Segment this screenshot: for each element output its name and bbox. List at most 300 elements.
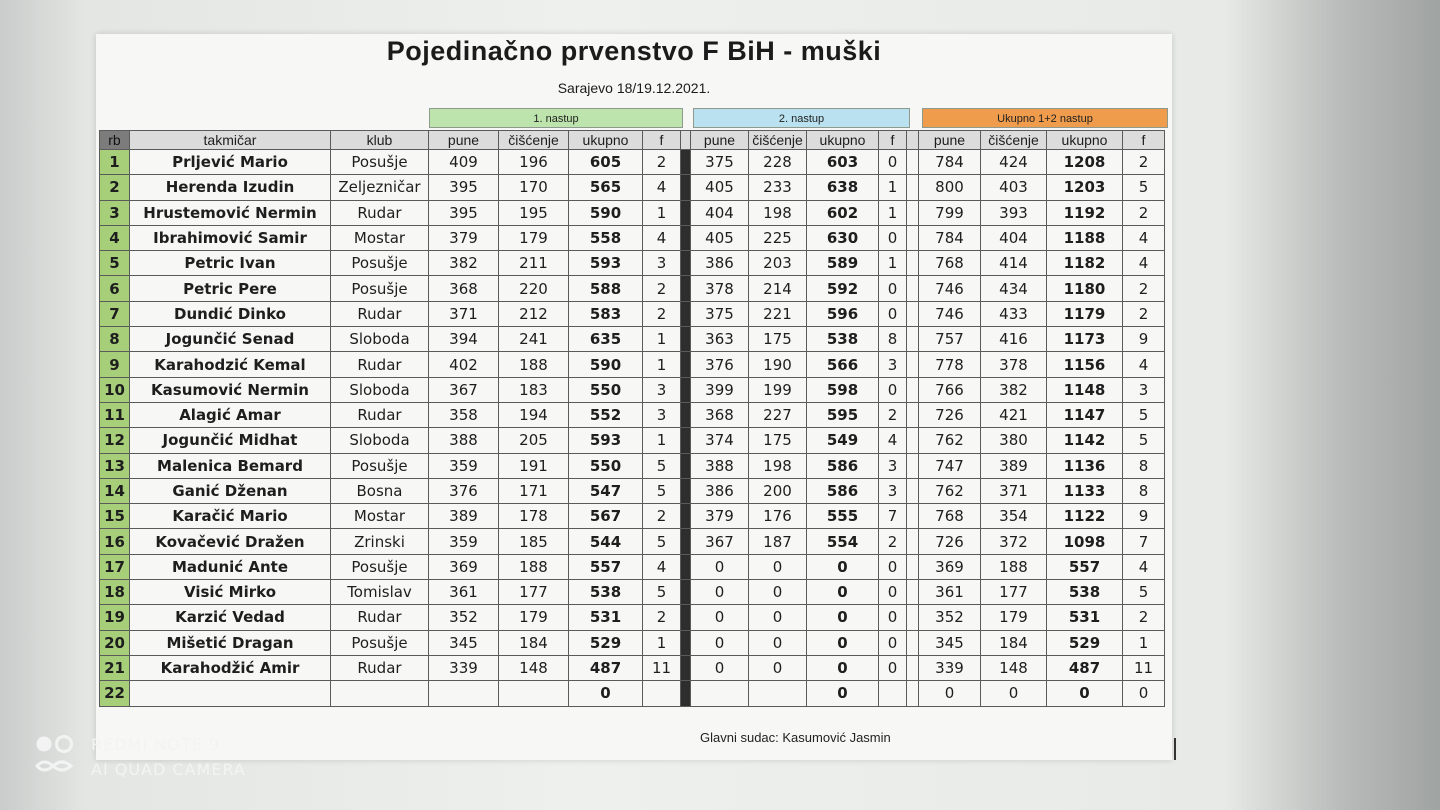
f-2-cell: 2 xyxy=(879,402,907,427)
ukupno-1-cell: 547 xyxy=(569,478,643,503)
ukupno-1-cell: 565 xyxy=(569,175,643,200)
spacer xyxy=(907,428,919,453)
ukupno-2-cell: 0 xyxy=(807,630,879,655)
f-2-cell: 2 xyxy=(879,529,907,554)
spacer xyxy=(681,453,691,478)
ciscenje-2-cell: 198 xyxy=(749,453,807,478)
ciscenje-1-cell: 205 xyxy=(499,428,569,453)
rank-cell: 4 xyxy=(100,225,130,250)
club-cell: Posušje xyxy=(331,630,429,655)
f-2-cell: 0 xyxy=(879,655,907,680)
spacer xyxy=(681,655,691,680)
ciscenje-1-cell: 148 xyxy=(499,655,569,680)
spacer xyxy=(907,402,919,427)
ukupno-1-cell: 605 xyxy=(569,150,643,175)
f-2-cell: 3 xyxy=(879,352,907,377)
ciscenje-1-cell: 196 xyxy=(499,150,569,175)
ukupno-total-cell: 1173 xyxy=(1047,327,1123,352)
spacer xyxy=(907,580,919,605)
f-total-cell: 7 xyxy=(1123,529,1165,554)
ukupno-1-cell: 531 xyxy=(569,605,643,630)
table-row xyxy=(100,630,1165,655)
pune-total-cell: 746 xyxy=(919,276,981,301)
pune-1-cell xyxy=(429,681,499,706)
club-cell: Sloboda xyxy=(331,428,429,453)
f-1-cell: 11 xyxy=(643,655,681,680)
f-2-cell xyxy=(879,681,907,706)
ciscenje-total-cell: 380 xyxy=(981,428,1047,453)
f-2-cell: 0 xyxy=(879,276,907,301)
spacer xyxy=(907,352,919,377)
spacer xyxy=(681,301,691,326)
spacer xyxy=(907,478,919,503)
pune-2-cell: 405 xyxy=(691,225,749,250)
ciscenje-total-cell: 404 xyxy=(981,225,1047,250)
ciscenje-2-cell: 190 xyxy=(749,352,807,377)
rank-cell: 11 xyxy=(100,402,130,427)
ciscenje-2-cell: 187 xyxy=(749,529,807,554)
f-1-cell: 1 xyxy=(643,352,681,377)
name-cell: Dundić Dinko xyxy=(130,301,331,326)
pune-2-cell: 0 xyxy=(691,655,749,680)
club-cell: Sloboda xyxy=(331,377,429,402)
f-total-cell: 4 xyxy=(1123,251,1165,276)
spacer xyxy=(681,580,691,605)
pune-total-cell: 762 xyxy=(919,428,981,453)
ukupno-2-cell: 592 xyxy=(807,276,879,301)
f-1-cell: 2 xyxy=(643,605,681,630)
ukupno-total-cell: 1182 xyxy=(1047,251,1123,276)
club-cell: Mostar xyxy=(331,504,429,529)
ukupno-2-cell: 0 xyxy=(807,681,879,706)
table-row xyxy=(100,225,1165,250)
col-header-pune-total: pune xyxy=(919,131,981,150)
ukupno-1-cell: 588 xyxy=(569,276,643,301)
club-cell: Zeljezničar xyxy=(331,175,429,200)
spacer xyxy=(681,131,691,150)
name-cell: Malenica Bemard xyxy=(130,453,331,478)
f-total-cell: 5 xyxy=(1123,402,1165,427)
col-header-f-total: f xyxy=(1123,131,1165,150)
rank-cell: 1 xyxy=(100,150,130,175)
ciscenje-total-cell: 184 xyxy=(981,630,1047,655)
f-2-cell: 0 xyxy=(879,377,907,402)
pune-2-cell: 399 xyxy=(691,377,749,402)
pune-2-cell xyxy=(691,681,749,706)
ciscenje-2-cell: 0 xyxy=(749,580,807,605)
pune-2-cell: 388 xyxy=(691,453,749,478)
ciscenje-2-cell: 0 xyxy=(749,605,807,630)
ciscenje-1-cell: 185 xyxy=(499,529,569,554)
group-header-ukupno: Ukupno 1+2 nastup xyxy=(922,108,1168,128)
table-row xyxy=(100,529,1165,554)
club-cell: Rudar xyxy=(331,655,429,680)
spacer xyxy=(681,554,691,579)
group-header-nastup1: 1. nastup xyxy=(429,108,683,128)
ukupno-2-cell: 586 xyxy=(807,453,879,478)
f-1-cell: 2 xyxy=(643,150,681,175)
pune-total-cell: 361 xyxy=(919,580,981,605)
f-total-cell: 1 xyxy=(1123,630,1165,655)
club-cell: Rudar xyxy=(331,352,429,377)
ciscenje-total-cell: 393 xyxy=(981,200,1047,225)
pune-2-cell: 363 xyxy=(691,327,749,352)
ciscenje-1-cell: 220 xyxy=(499,276,569,301)
rank-cell: 22 xyxy=(100,681,130,706)
pune-total-cell: 768 xyxy=(919,251,981,276)
col-header-f-2: f xyxy=(879,131,907,150)
name-cell: Visić Mirko xyxy=(130,580,331,605)
pune-total-cell: 369 xyxy=(919,554,981,579)
table-row xyxy=(100,478,1165,503)
club-cell: Posušje xyxy=(331,453,429,478)
pune-total-cell: 799 xyxy=(919,200,981,225)
ciscenje-1-cell: 183 xyxy=(499,377,569,402)
f-1-cell: 1 xyxy=(643,630,681,655)
rank-cell: 16 xyxy=(100,529,130,554)
pune-1-cell: 358 xyxy=(429,402,499,427)
ukupno-2-cell: 549 xyxy=(807,428,879,453)
pune-total-cell: 757 xyxy=(919,327,981,352)
pune-1-cell: 352 xyxy=(429,605,499,630)
ciscenje-2-cell: 203 xyxy=(749,251,807,276)
rank-cell: 12 xyxy=(100,428,130,453)
ciscenje-total-cell: 421 xyxy=(981,402,1047,427)
sheet-title: Pojedinačno prvenstvo F BiH - muški xyxy=(386,36,882,66)
spacer xyxy=(907,529,919,554)
ukupno-1-cell: 635 xyxy=(569,327,643,352)
spacer xyxy=(907,251,919,276)
rank-cell: 17 xyxy=(100,554,130,579)
spacer xyxy=(907,554,919,579)
pune-1-cell: 379 xyxy=(429,225,499,250)
f-total-cell: 4 xyxy=(1123,352,1165,377)
ukupno-1-cell: 0 xyxy=(569,681,643,706)
club-cell: Rudar xyxy=(331,605,429,630)
ukupno-total-cell: 487 xyxy=(1047,655,1123,680)
rank-cell: 15 xyxy=(100,504,130,529)
ukupno-2-cell: 554 xyxy=(807,529,879,554)
ciscenje-2-cell: 228 xyxy=(749,150,807,175)
ciscenje-2-cell: 200 xyxy=(749,478,807,503)
spacer xyxy=(907,681,919,706)
spacer xyxy=(907,327,919,352)
ukupno-total-cell: 1192 xyxy=(1047,200,1123,225)
f-total-cell: 5 xyxy=(1123,580,1165,605)
ciscenje-total-cell: 371 xyxy=(981,478,1047,503)
ciscenje-total-cell: 378 xyxy=(981,352,1047,377)
spacer xyxy=(681,529,691,554)
ukupno-total-cell: 531 xyxy=(1047,605,1123,630)
col-header-ukupno-total: ukupno xyxy=(1047,131,1123,150)
pune-total-cell: 800 xyxy=(919,175,981,200)
f-2-cell: 0 xyxy=(879,150,907,175)
club-cell: Posušje xyxy=(331,150,429,175)
ciscenje-2-cell: 175 xyxy=(749,428,807,453)
name-cell: Jogunčić Midhat xyxy=(130,428,331,453)
ciscenje-2-cell: 233 xyxy=(749,175,807,200)
f-total-cell: 2 xyxy=(1123,301,1165,326)
col-header-ukupno-1: ukupno xyxy=(569,131,643,150)
f-total-cell: 11 xyxy=(1123,655,1165,680)
ciscenje-total-cell: 188 xyxy=(981,554,1047,579)
name-cell: Petric Pere xyxy=(130,276,331,301)
club-cell xyxy=(331,681,429,706)
table-row xyxy=(100,377,1165,402)
ciscenje-1-cell: 194 xyxy=(499,402,569,427)
ciscenje-1-cell: 211 xyxy=(499,251,569,276)
ukupno-total-cell: 1147 xyxy=(1047,402,1123,427)
f-1-cell: 5 xyxy=(643,453,681,478)
ukupno-2-cell: 0 xyxy=(807,580,879,605)
ciscenje-total-cell: 433 xyxy=(981,301,1047,326)
group-header-nastup2: 2. nastup xyxy=(693,108,910,128)
f-1-cell: 4 xyxy=(643,225,681,250)
spacer xyxy=(681,327,691,352)
spacer xyxy=(681,175,691,200)
col-header-ukupno-2: ukupno xyxy=(807,131,879,150)
ciscenje-total-cell: 416 xyxy=(981,327,1047,352)
ukupno-1-cell: 558 xyxy=(569,225,643,250)
rank-cell: 3 xyxy=(100,200,130,225)
spacer xyxy=(681,251,691,276)
f-2-cell: 1 xyxy=(879,200,907,225)
column-header-row xyxy=(100,131,1165,150)
pune-1-cell: 395 xyxy=(429,175,499,200)
club-cell: Mostar xyxy=(331,225,429,250)
ukupno-2-cell: 638 xyxy=(807,175,879,200)
table-row xyxy=(100,655,1165,680)
pune-1-cell: 389 xyxy=(429,504,499,529)
pune-2-cell: 404 xyxy=(691,200,749,225)
f-1-cell: 2 xyxy=(643,504,681,529)
sheet-date: Sarajevo 18/19.12.2021. xyxy=(557,80,711,96)
pune-1-cell: 376 xyxy=(429,478,499,503)
name-cell: Karahodzić Kemal xyxy=(130,352,331,377)
f-2-cell: 0 xyxy=(879,630,907,655)
ukupno-2-cell: 586 xyxy=(807,478,879,503)
f-total-cell: 3 xyxy=(1123,377,1165,402)
rank-cell: 20 xyxy=(100,630,130,655)
ciscenje-total-cell: 389 xyxy=(981,453,1047,478)
name-cell: Herenda Izudin xyxy=(130,175,331,200)
col-header-takmicar: takmičar xyxy=(130,131,331,150)
ukupno-1-cell: 550 xyxy=(569,377,643,402)
ukupno-1-cell: 487 xyxy=(569,655,643,680)
ciscenje-2-cell: 0 xyxy=(749,554,807,579)
ukupno-total-cell: 1142 xyxy=(1047,428,1123,453)
table-row xyxy=(100,554,1165,579)
spacer xyxy=(907,150,919,175)
name-cell: Kasumović Nermin xyxy=(130,377,331,402)
pune-1-cell: 395 xyxy=(429,200,499,225)
ciscenje-1-cell: 179 xyxy=(499,225,569,250)
club-cell: Sloboda xyxy=(331,327,429,352)
pune-total-cell: 784 xyxy=(919,150,981,175)
f-2-cell: 0 xyxy=(879,554,907,579)
f-1-cell: 1 xyxy=(643,428,681,453)
ciscenje-total-cell: 403 xyxy=(981,175,1047,200)
ciscenje-2-cell: 225 xyxy=(749,225,807,250)
ukupno-total-cell: 538 xyxy=(1047,580,1123,605)
ciscenje-total-cell: 148 xyxy=(981,655,1047,680)
rank-cell: 10 xyxy=(100,377,130,402)
head-judge: Glavni sudac: Kasumović Jasmin xyxy=(700,730,891,745)
pune-1-cell: 367 xyxy=(429,377,499,402)
spacer xyxy=(681,478,691,503)
f-total-cell: 0 xyxy=(1123,681,1165,706)
ciscenje-1-cell: 191 xyxy=(499,453,569,478)
table-row xyxy=(100,428,1165,453)
rank-cell: 6 xyxy=(100,276,130,301)
ciscenje-1-cell: 178 xyxy=(499,504,569,529)
pune-1-cell: 369 xyxy=(429,554,499,579)
f-2-cell: 0 xyxy=(879,580,907,605)
pune-1-cell: 382 xyxy=(429,251,499,276)
results-body xyxy=(100,150,1165,707)
pune-total-cell: 747 xyxy=(919,453,981,478)
pune-2-cell: 386 xyxy=(691,478,749,503)
f-2-cell: 0 xyxy=(879,301,907,326)
pune-2-cell: 367 xyxy=(691,529,749,554)
pune-2-cell: 0 xyxy=(691,630,749,655)
pune-2-cell: 386 xyxy=(691,251,749,276)
club-cell: Posušje xyxy=(331,276,429,301)
f-2-cell: 0 xyxy=(879,605,907,630)
rank-cell: 2 xyxy=(100,175,130,200)
f-1-cell: 1 xyxy=(643,200,681,225)
table-row xyxy=(100,150,1165,175)
rank-cell: 18 xyxy=(100,580,130,605)
results-table xyxy=(99,130,1165,707)
col-header-klub: klub xyxy=(331,131,429,150)
table-row xyxy=(100,327,1165,352)
rank-cell: 8 xyxy=(100,327,130,352)
ciscenje-2-cell: 227 xyxy=(749,402,807,427)
pune-total-cell: 766 xyxy=(919,377,981,402)
name-cell: Petric Ivan xyxy=(130,251,331,276)
watermark-model: REDMI NOTE 9 xyxy=(91,735,220,754)
ukupno-2-cell: 630 xyxy=(807,225,879,250)
ciscenje-1-cell: 188 xyxy=(499,554,569,579)
spacer xyxy=(681,150,691,175)
f-1-cell: 4 xyxy=(643,554,681,579)
f-1-cell: 5 xyxy=(643,580,681,605)
spacer xyxy=(681,504,691,529)
ukupno-1-cell: 544 xyxy=(569,529,643,554)
f-total-cell: 5 xyxy=(1123,175,1165,200)
spacer xyxy=(907,630,919,655)
table-row xyxy=(100,453,1165,478)
ciscenje-2-cell: 0 xyxy=(749,630,807,655)
f-total-cell: 4 xyxy=(1123,225,1165,250)
spreadsheet-sheet xyxy=(96,34,1172,760)
name-cell: Ganić Dženan xyxy=(130,478,331,503)
f-2-cell: 8 xyxy=(879,327,907,352)
ukupno-total-cell: 1180 xyxy=(1047,276,1123,301)
name-cell: Kovačević Dražen xyxy=(130,529,331,554)
ukupno-total-cell: 0 xyxy=(1047,681,1123,706)
pune-2-cell: 379 xyxy=(691,504,749,529)
table-row xyxy=(100,504,1165,529)
name-cell: Karzić Vedad xyxy=(130,605,331,630)
ciscenje-1-cell: 179 xyxy=(499,605,569,630)
rank-cell: 7 xyxy=(100,301,130,326)
name-cell: Jogunčić Senad xyxy=(130,327,331,352)
name-cell: Alagić Amar xyxy=(130,402,331,427)
spacer xyxy=(907,605,919,630)
ukupno-total-cell: 1148 xyxy=(1047,377,1123,402)
name-cell: Ibrahimović Samir xyxy=(130,225,331,250)
spacer xyxy=(907,504,919,529)
f-total-cell: 2 xyxy=(1123,276,1165,301)
ciscenje-2-cell: 176 xyxy=(749,504,807,529)
club-cell: Tomislav xyxy=(331,580,429,605)
ukupno-2-cell: 566 xyxy=(807,352,879,377)
ukupno-1-cell: 590 xyxy=(569,200,643,225)
spacer xyxy=(681,276,691,301)
f-1-cell: 3 xyxy=(643,402,681,427)
f-2-cell: 4 xyxy=(879,428,907,453)
table-row xyxy=(100,276,1165,301)
ukupno-total-cell: 1203 xyxy=(1047,175,1123,200)
f-2-cell: 1 xyxy=(879,251,907,276)
ukupno-total-cell: 1136 xyxy=(1047,453,1123,478)
spacer xyxy=(907,131,919,150)
ciscenje-2-cell: 221 xyxy=(749,301,807,326)
pune-total-cell: 768 xyxy=(919,504,981,529)
pune-1-cell: 402 xyxy=(429,352,499,377)
table-row xyxy=(100,251,1165,276)
pune-total-cell: 746 xyxy=(919,301,981,326)
table-row xyxy=(100,605,1165,630)
ciscenje-2-cell: 198 xyxy=(749,200,807,225)
f-total-cell: 9 xyxy=(1123,504,1165,529)
spacer xyxy=(907,225,919,250)
ciscenje-2-cell xyxy=(749,681,807,706)
ukupno-2-cell: 0 xyxy=(807,655,879,680)
rank-cell: 5 xyxy=(100,251,130,276)
ukupno-1-cell: 552 xyxy=(569,402,643,427)
ukupno-total-cell: 1208 xyxy=(1047,150,1123,175)
ukupno-2-cell: 598 xyxy=(807,377,879,402)
f-2-cell: 1 xyxy=(879,175,907,200)
name-cell: Madunić Ante xyxy=(130,554,331,579)
pune-1-cell: 339 xyxy=(429,655,499,680)
spacer xyxy=(681,402,691,427)
f-1-cell: 1 xyxy=(643,327,681,352)
ukupno-1-cell: 557 xyxy=(569,554,643,579)
f-2-cell: 0 xyxy=(879,225,907,250)
table-row xyxy=(100,175,1165,200)
pune-2-cell: 368 xyxy=(691,402,749,427)
pune-1-cell: 371 xyxy=(429,301,499,326)
ciscenje-2-cell: 175 xyxy=(749,327,807,352)
ciscenje-1-cell: 241 xyxy=(499,327,569,352)
ciscenje-1-cell: 212 xyxy=(499,301,569,326)
pune-1-cell: 394 xyxy=(429,327,499,352)
f-total-cell: 2 xyxy=(1123,200,1165,225)
ukupno-total-cell: 1098 xyxy=(1047,529,1123,554)
ukupno-2-cell: 0 xyxy=(807,605,879,630)
col-header-pune-1: pune xyxy=(429,131,499,150)
pune-2-cell: 375 xyxy=(691,150,749,175)
ukupno-total-cell: 1133 xyxy=(1047,478,1123,503)
spacer xyxy=(681,200,691,225)
pune-1-cell: 359 xyxy=(429,529,499,554)
ciscenje-1-cell: 195 xyxy=(499,200,569,225)
name-cell: Karahodžić Amir xyxy=(130,655,331,680)
